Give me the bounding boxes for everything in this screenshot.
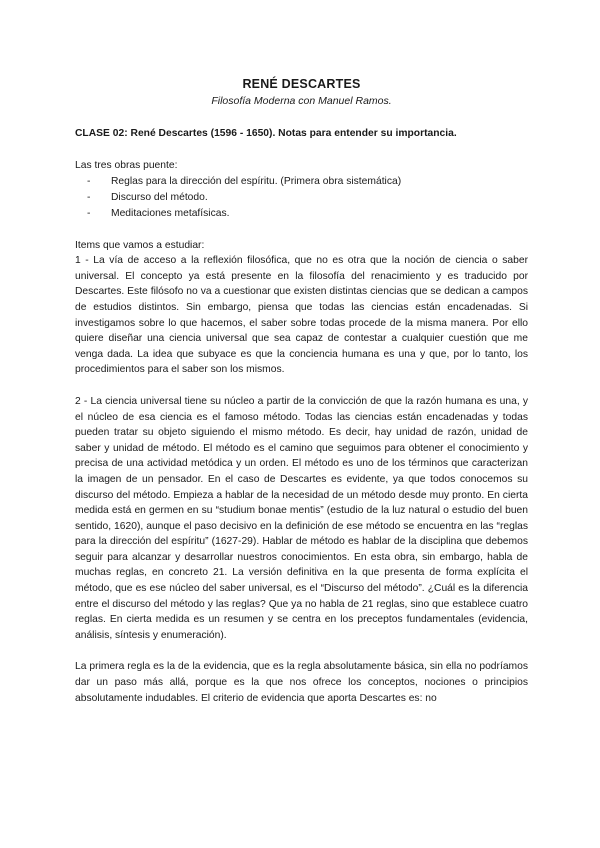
paragraph-first-rule: La primera regla es la de la evidencia, que es la regla absolutamente básica, sin ella no podríamos dar un paso más allá, porque es la que nos ofrece los conceptos, nociones o principios absolutamente indudables. El criterio de evidencia que aporta Descartes es: no bbox=[75, 661, 528, 704]
work-title: Reglas para la dirección del espíritu. (Primera obra sistemática) bbox=[111, 175, 402, 187]
work-title: Discurso del método. bbox=[111, 191, 208, 203]
list-item bbox=[87, 206, 528, 222]
works-intro: Las tres obras puente: bbox=[75, 160, 178, 171]
paragraph-item-1: 1 - La vía de acceso a la reflexión filosófica, que no es otra que la noción de ciencia o saber universal. El concepto ya está presente en la filosofía del renacimiento y es traducido por Descartes. Este filósofo no va a cuestionar que existen distintas ciencias que se dedican a campos de estudios distintos. Sin embargo, piensa que todas las ciencias están encadenadas. Si investigamos sobre lo que hacemos, el saber sobre todas procede de la misma manera. Por ello quiere diseñar una ciencia universal que sea capaz de contestar a cualquier cuestión que me venga dada. La idea que subyace es que la conciencia humana es una y que, por lo tanto, los procedimientos para el saber son los mismos. bbox=[75, 255, 528, 376]
bullet-dash: - bbox=[87, 191, 91, 203]
document-title: RENÉ DESCARTES bbox=[242, 77, 361, 91]
class-heading: CLASE 02: René Descartes (1596 - 1650). Notas para entender su importancia. bbox=[75, 128, 457, 139]
work-title: Meditaciones metafísicas. bbox=[111, 207, 230, 219]
list-item bbox=[87, 190, 528, 206]
bullet-dash: - bbox=[87, 207, 91, 219]
document-subtitle: Filosofía Moderna con Manuel Ramos. bbox=[211, 95, 392, 107]
bullet-dash: - bbox=[87, 175, 91, 187]
works-list bbox=[75, 174, 528, 222]
items-intro: Items que vamos a estudiar: bbox=[75, 239, 205, 251]
list-item bbox=[87, 174, 528, 190]
paragraph-item-2: 2 - La ciencia universal tiene su núcleo a partir de la convicción de que la razón humana es una, y el núcleo de esa ciencia es el famoso método. Todas las ciencias están encadenadas y todas pueden tratar su objeto siguiendo el mismo método. Es decir, hay unidad de razón, unidad de saber y unidad de método. El método es el camino que seguimos para obtener el conocimiento y precisa de una actividad metódica y un orden. El método es uno de los términos que caracterizan la imagen de un pensador. En el caso de Descartes es evidente, ya que todos conocemos su discurso del método. Empieza a hablar de la necesidad de un método desde muy pronto. En cierta medida está en germen en su “studium bonae mentis” (estudio de la luz natural o estudio del buen sentido, 1620), aunque el paso decisivo en la definición de ese método se encuentra en las “reglas para la dirección del espíritu” (1627-29). Hablar de método es hablar de la disciplina que debemos seguir para alcanzar y desarrollar nuestros conocimientos. En esta obra, sin embargo, habla de muchas reglas, en concreto 21. La versión definitiva en la que presenta de forma explícita el método, que es ese núcleo del saber universal, es el “Discurso del método”. ¿Cuál es la diferencia entre el discurso del método y las reglas? Que ya no habla de 21 reglas, sino que establece cuatro reglas. En cierta medida es un resumen y se centra en los preceptos fundamentales (evidencia, análisis, síntesis y enumeración). bbox=[75, 395, 528, 641]
